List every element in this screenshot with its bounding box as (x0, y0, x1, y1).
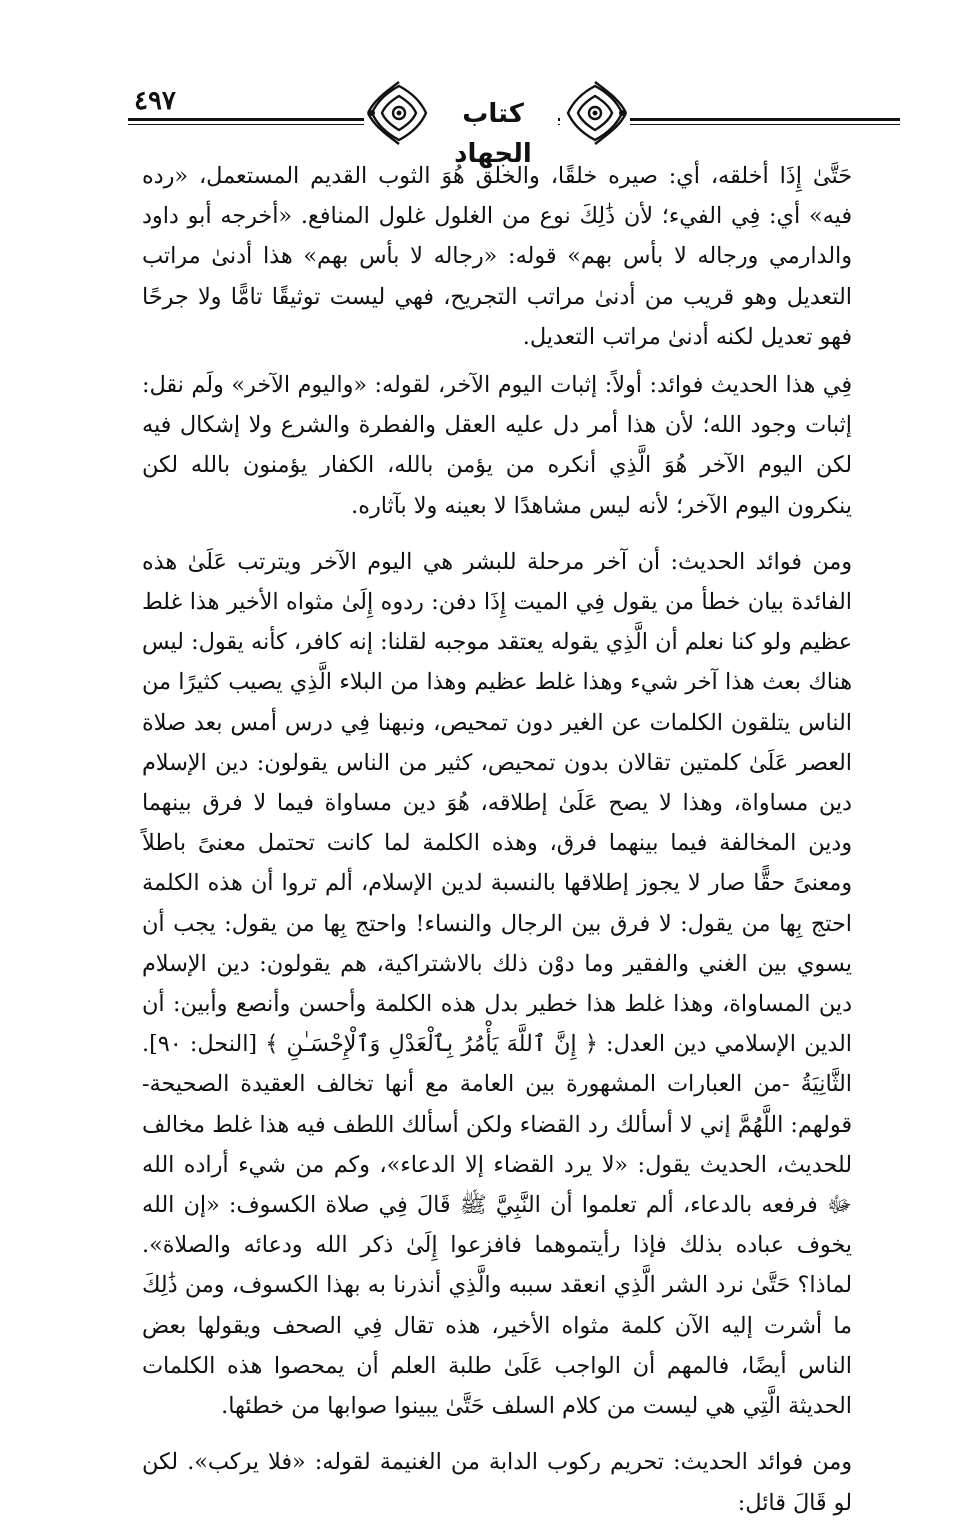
page-body (142, 156, 852, 1523)
paragraph-1: حَتَّىٰ إِذَا أخلقه، أي: صيره خلقًا، والخلق هُوَ الثوب القديم المستعمل، «رده فيه» أي: فِي الفيء؛ لأن ذَٰلِكَ نوع من الغلول غلول المنافع. «أخرجه أبو داود والدارمي ورجاله لا بأس بهم» قوله: «رجاله لا بأس بهم» هذا أدنىٰ مراتب التعديل وهو قريب من أدنىٰ مراتب التجريح، فهي ليست توثيقًا تامًّا ولا جرحًا فهو تعديل لكنه أدنىٰ مراتب التعديل. (142, 163, 852, 350)
page-header (128, 78, 900, 169)
paragraph-3: ومن فوائد الحديث: أن آخر مرحلة للبشر هي اليوم الآخر ويترتب عَلَىٰ هذه الفائدة بيان خطأ من يقول فِي الميت إِذَا دفن: ردوه إِلَىٰ مثواه الأخير هذا غلط عظيم ولو كنا نعلم أن الَّذِي يقوله يعتقد موجبه لقلنا: إنه كافر، كأنه يقول: ليس هناك بعث هذا آخر شيء وهذا غلط عظيم وهذا من البلاء الَّذِي يصيب كثيرًا من الناس يتلقون الكلمات عن الغير دون تمحيص، ونبهنا فِي درس أمس بعد صلاة العصر عَلَىٰ كلمتين تقالان بدون تمحيص، كثير من الناس يقولون: دين الإسلام دين مساواة، وهذا لا يصح عَلَىٰ إطلاقه، هُوَ دين مساواة فيما لا فرق بينهما ودين المخالفة فيما بينهما فرق، وهذه الكلمة لما كانت تحتمل معنىً باطلاً ومعنىً حقًّا صار لا يجوز إطلاقها بالنسبة لدين الإسلام، ألم تروا أن هذه الكلمة احتج بِها من يقول: لا فرق بين الرجال والنساء! واحتج بِها من يقول: يجب أن يسوي بين الغني والفقير وما دوْن ذلك بالاشتراكية، هم يقولون: دين الإسلام دين المساواة، وهذا غلط هذا خطير بدل هذه الكلمة وأحسن وأنصع وأبين: أن الدين الإسلامي دين العدل: ﴿ إِنَّ ٱللَّهَ يَأْمُرُ بِٱلْعَدْلِ وَٱلْإِحْسَـٰنِ ﴾ [النحل: ٩٠]. الثَّانِيَةُ -من العبارات المشهورة بين العامة مع أنها تخالف العقيدة الصحيحة- قولهم: اللَّهُمَّ إني لا أسألك رد القضاء ولكن أسألك اللطف فيه هذا غلط مخالف للحديث، الحديث يقول: «لا يرد القضاء إلا الدعاء»، وكم من شيء أراده الله ﷻ فرفعه بالدعاء، ألم تعلموا أن النَّبِيَّ ﷺ قَالَ فِي صلاة الكسوف: «إن الله يخوف عباده بذلك فإذا رأيتموهما فافزعوا إِلَىٰ ذكر الله ودعائه والصلاة». لماذا؟ حَتَّىٰ نرد الشر الَّذِي انعقد سببه والَّذِي أنذرنا به بهذا الكسوف، ومن ذَٰلِكَ ما أشرت إليه الآن كلمة مثواه الأخير، هذه تقال فِي الصحف ويقولها بعض الناس أيضًا، فالمهم أن الواجب عَلَىٰ طلبة العلم أن يمحصوا هذه الكلمات الحديثة الَّتِي هي ليست من كلام السلف حَتَّىٰ يبينوا صوابها من خطئها. (142, 548, 852, 1420)
ornament-left-icon (364, 80, 434, 146)
page-number: ٤٩٧ (128, 86, 182, 116)
paragraph-2: فِي هذا الحديث فوائد: أولاً: إثبات اليوم الآخر، لقوله: «واليوم الآخر» ولَم نقل: إثبات وجود الله؛ لأن هذا أمر دل عليه العقل والفطرة والشرع ولا إشكال فيه لكن اليوم الآخر هُوَ الَّذِي أنكره من يؤمن بالله، الكفار يؤمنون بالله لكن ينكرون اليوم الآخر؛ لأنه ليس مشاهدًا لا بعينه ولا بآثاره. (142, 372, 852, 519)
ornament-right-icon (560, 80, 630, 146)
chapter-title: كتاب الجهاد (454, 99, 532, 169)
paragraph-4: ومن فوائد الحديث: تحريم ركوب الدابة من الغنيمة لقوله: «فلا يركب». لكن لو قَالَ قائل: (142, 1449, 852, 1516)
chapter-title-box (428, 94, 558, 169)
